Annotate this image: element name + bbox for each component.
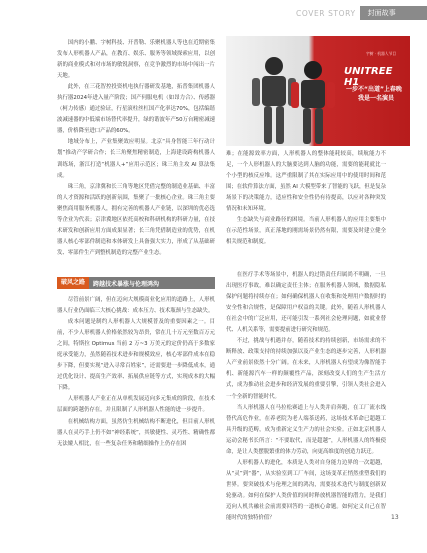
banner-brand: UNITREE H1 [344, 66, 393, 88]
right-column-top [226, 149, 386, 269]
header-english: COVER STORY [296, 8, 356, 18]
paragraph: 在医疗手术等场景中，机器人的过错责任归属尚不明确，一旦出现医疗事故，难以确定责任主体；在服务机器人领域，数据隐私保护问题将持续存在；如何确保机器人在收集和处理用户数据时的安全性和合规性，是保障用户权益的关键。此外，随着人形机器人在社会中的广泛应用，还可能引发一系列社会伦理问题，如就业替代、人机关系等，需要提前进行研究和规范。 [226, 272, 386, 334]
left-column-bottom [57, 295, 215, 525]
section-label: 破风之路 [57, 277, 89, 289]
paragraph: 生态缺失与商业路径的困境。当前人形机器人的应用主要集中在示范性场景，真正落地的刚需场景仍然有限，需要及时建立健全相关规范和制度。 [226, 217, 386, 246]
left-column-top [57, 38, 215, 272]
robot-figure [286, 58, 340, 146]
paragraph: 难；在能源效率方面，人形机器人的整体能耗较高，续航能力不足，一个人形机器人的大脑要达到人脑的功能，需要的能耗就比一个小型的核反应堆。这严重限制了其在实际应用中的使用时间和范围；在软件算法方面，虽然 AI 大模型带来了智能的飞跃，但是复杂场景下的决策能力，适应性和安全性仍有待提高，以应对各种突发情况和未知环境。 [226, 151, 386, 213]
paragraph: 人形机器人的进化，本质是人类对自身能力边界的一次超越，从“灵”到“器”，从实验室到工厂车间，这场变革正悄然重塑我们的世界。要突破技术与伦理之间的鸿沟，需要技术迭代与制度创新双轮驱动。如何在保护人类价值的同时释放机器智能的潜力，是我们迈向人机共融社会前需要回答的一道核心命题。如何定义自己在智能时代的独特价值？ [226, 459, 386, 522]
banner-slogan: 一步不“出道”上春晚 [346, 86, 402, 93]
right-column-bottom [226, 270, 386, 522]
paragraph: 尽管前景广阔，但在迈向大规模商业化应用的道路上，人形机器人行业仍面临三大核心挑战：成本压力、技术瓶颈与生态缺失。 [57, 297, 215, 315]
paragraph: 珠三角，京津冀和长三角等地区凭借完整的制造业基础、丰富的人才资源和活跃的创新氛围，集聚了一批核心企业。珠三角主要聚焦商用服务机器人，拥有完善的机器人产业链，以深圳的优必选等企业为代表；京津冀地区依托高校和科研机构的科研力量，在技术研发和创新应用方面成果显著；长三角凭借制造业的优势，在机器人核心零部件制造和本体研发上具备强大实力，形成了从基础研发、零部件生产到整机制造的完整产业生态。 [57, 183, 215, 256]
header-chinese: 封面故事 [360, 6, 427, 20]
paragraph: 此外，在三花智控投资机电执行器研发基地，拓普集团机器人执行器2024年进入量产阶段；国产伺服电机（如昂力合）、传感器（柯力传感）通过验证，行星滚柱丝杠国产化率达70%，包括编谐波减速器的中低端市场替代率提升，绿的谐波年产50万台精密减速器，价格降至进口产品的60%。 [57, 84, 215, 135]
paragraph: 在机械结构方面，虽然仿生机械结构不断进化，但目前人形机器人在灵巧手上仍不如“神经系统”，其敏捷性、灵巧性、精确性都无法媲人相比，在一些复杂任务和精细操作上仍存在困 [57, 418, 215, 447]
page-header [296, 6, 427, 20]
section-title: 跨越技术暴涨与伦理鸿沟 [93, 280, 160, 288]
section-heading [57, 277, 215, 289]
paragraph: 不过，挑战与机遇并存，随着技术的持续创新，市场需求的不断释放、政策支持的持续加强以及产业生态的逐步完善，人形机器人产业前景依然十分广阔。在未来，人形机器人有望成为像智能手机、新能源汽车一样的颠覆性产品，深刻改变人们的生产生活方式，成为推动社会进步和经济发展的重要引擎，引领人类社会进入一个全新的智能时代。 [226, 338, 386, 400]
banner-caption: 宇树 · 机器人节目 [366, 51, 397, 56]
paragraph: 成本问题是制约人形机器人大规模普及的重要因素之一。目前，不少人形机器人价格依然较为昂贵，常在几十万元至数百万元之间，特斯拉 Optimus 当前 2 万~3 万美元的定价仍高于多数家庭承受能力，虽然随着技术进步和规模效应，核心零部件成本在稳步下降，但要实现“进入寻常百姓家”，还需要进一步降低成本，通过优化设计、提高生产效率、拓展供应链等方式，实现成本的大幅下降。 [57, 319, 215, 392]
page-number: 13 [391, 514, 399, 521]
paragraph: 人形机器人产业正在从单机发展迈向多元集成的阶段，在技术层面的跨越仍存在，并且限制了人形机器人性能的进一步提升。 [57, 396, 215, 414]
robot-photo [226, 36, 410, 146]
paragraph: 当人形机器人在马拉松赛道上与人类并肩奔跑，在工厂流水线替代高危作业，在养老院为老人端茶送药，这场技术革命已超越工具升级的范畴，成为重新定义生产力的社会实验。正如北京机器人运动会秘书长所言：“不要取代，而是超越”，人形机器人的终极使命，是让人类摆脱繁重的体力劳动，向更高维度的创造力跃迁。 [226, 404, 386, 455]
paragraph: 国内的小鹏、宇树科技、开普勒、乐聚机器人等也在近期密集发布人形机器人产品，在教育、娱乐、服务等领域探索应用，以创新的商业模式和对市场的敏锐洞察，在竞争激烈的市场中闯出一片天地。 [57, 40, 215, 80]
paragraph: 地域分布上，产业集聚效应明显。北京“具身智能三年行动计划”推动产学研合作；长三角聚焦精密制造，上海建设跨构机器人训练场，浙江打造“机器人+”应用示范区；珠三角主攻 AI 算法集成。 [57, 139, 215, 179]
banner-slogan-2: 我是一名演员 [358, 95, 395, 102]
